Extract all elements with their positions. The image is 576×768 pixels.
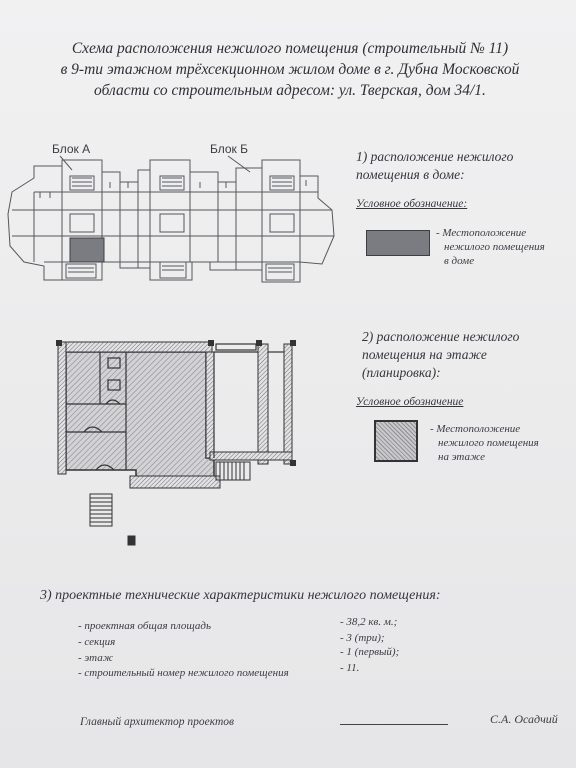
char-value-number: - 11. (340, 662, 360, 674)
char-value-area: - 38,2 кв. м.; (340, 616, 398, 628)
legend-swatch-floor (374, 420, 418, 462)
section1-heading: 1) расположение нежилого помещения в доме: (356, 149, 514, 182)
char-label-area: - проектная общая площадь (78, 620, 211, 632)
section1-legend-title: Условное обозначение: (356, 198, 468, 210)
premises-area (66, 352, 214, 482)
section3-heading: 3) проектные технические характеристики нежилого помещения: (40, 588, 441, 603)
signature-name: С.А. Осадчий (490, 712, 558, 726)
signature-role: Главный архитектор проектов (80, 716, 235, 728)
document-title (20, 38, 560, 101)
char-label-section: - секция (78, 636, 116, 648)
char-label-floor: - этаж (78, 652, 113, 664)
char-value-section: - 3 (три); (340, 632, 385, 644)
section2-legend-text: - Местоположение нежилого помещения на этаже (430, 423, 539, 463)
char-value-floor: - 1 (первый); (340, 646, 400, 658)
section2-heading: 2) расположение нежилого помещения на этаже (планировка): (362, 329, 520, 380)
block-a-label: Блок А (52, 142, 91, 156)
section2-legend-title: Условное обозначение (356, 396, 464, 408)
title-line-3: области со строительным адресом: ул. Тверская, дом 34/1. (94, 82, 486, 99)
title-line-1: Схема расположения нежилого помещения (строительный № 11) (71, 40, 509, 57)
title-line-2: в 9-ти этажном трёхсекционном жилом доме в г. Дубна Московской (60, 61, 520, 78)
section1-legend-text: - Местоположение нежилого помещения в доме (436, 227, 545, 267)
block-b-label: Блок Б (210, 142, 249, 156)
signature-line (340, 724, 448, 725)
legend-swatch-building (366, 230, 430, 256)
premises-location-marker (70, 238, 104, 262)
char-label-number: - строительный номер нежилого помещения (78, 667, 289, 679)
